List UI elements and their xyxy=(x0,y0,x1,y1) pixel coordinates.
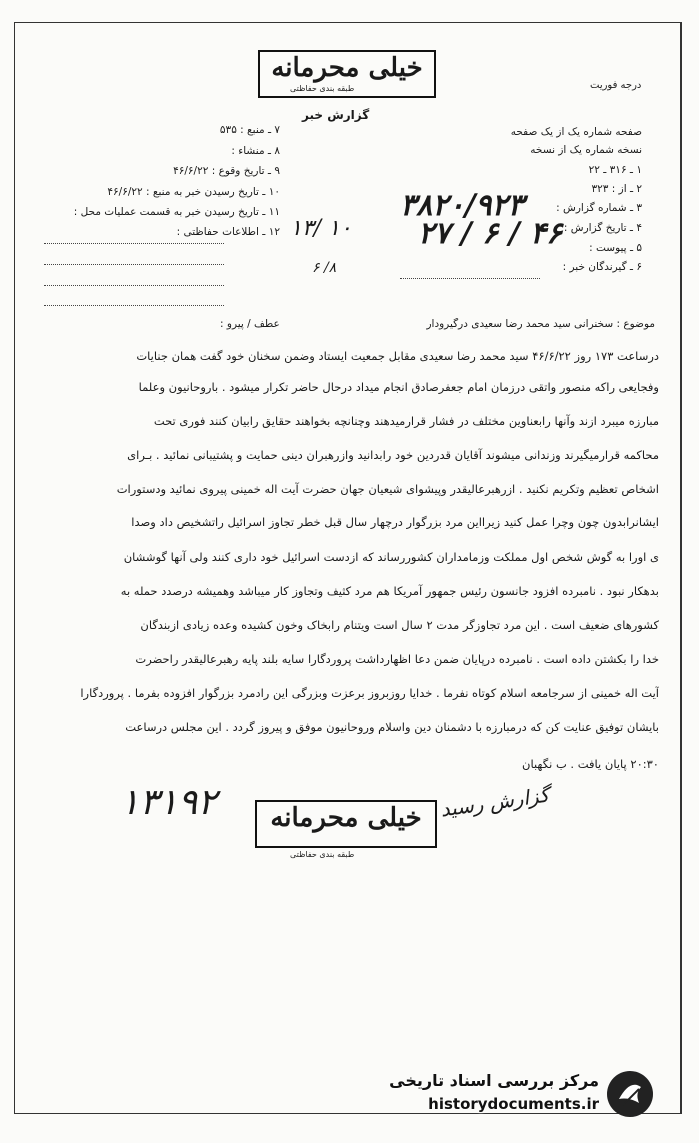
body-line: ۲۰:۳۰ پایان یافت . ب نگهبان xyxy=(522,757,659,771)
classification-stamp-bottom xyxy=(255,800,437,848)
handwritten-archive-number: ۱۳۱۹۲ xyxy=(120,782,217,823)
handwritten-signature: گزارش رسید xyxy=(438,782,551,822)
handwritten-note-left: ۱۳/ ۱۰ xyxy=(290,216,352,241)
stamp-sub-text: طبقه بندی حفاظتی xyxy=(290,850,355,859)
left-field-received-ops: ۱۱ ـ تاریخ رسیدن خبر به قسمت عملیات محل : xyxy=(73,206,280,218)
left-field-event-date: ۹ ـ تاریخ وقوع : ۴۶/۶/۲۲ xyxy=(173,165,280,177)
dotted-line xyxy=(44,264,224,265)
right-field-report-date: ۴ ـ تاریخ گزارش : xyxy=(563,222,642,234)
handwritten-report-number: ۳۸۲۰/۹۲۳ xyxy=(400,188,524,223)
handwritten-report-date: ۲۷ / ۶ / ۴۶ xyxy=(418,216,563,251)
body-line: خدا را بکشتن داده است . نامبرده درپایان ضمن دعا اظهارداشت پروردگارا سایه بلند پایه رهبرعالیقدر راحضرت xyxy=(135,652,659,666)
archive-logo-icon xyxy=(605,1069,655,1119)
right-field-1: ۱ ـ ۳۱۶ ـ ۲۲ xyxy=(588,164,642,176)
dotted-line xyxy=(400,278,540,279)
body-line: محاکمه قرارمیگیرند وزندانی میشوند آقایان قدردین خود رابدانید وازرهبران دینی حمایت و پشتیبانی نمائید . بـرای xyxy=(127,448,659,462)
dotted-line xyxy=(44,243,224,244)
subject-line: موضوع : سخنرانی سید محمد رضا سعیدی درگیرودار xyxy=(426,318,655,330)
body-line: ایشانرابدون چون وچرا عمل کنید زیرااین مرد بزرگوار درچهار سال قبل خطر تجاوز اسرائیل راتشخیص داد وصدا xyxy=(131,515,659,529)
right-field-page-number: صفحه شماره یک از یک صفحه xyxy=(510,126,642,138)
body-line: مبارزه میبرد ازند وآنها رابعناوین مختلف در فشار قرارمیدهند وچنانچه بخواهند حقایق رابیان کنند فوری تحت xyxy=(153,414,659,428)
body-line: درساعت ۱۷۳ روز ۴۶/۶/۲۲ سید محمد رضا سعیدی مقابل جمعیت ایستاد وضمن سخنان خود گفت همان جنایات xyxy=(136,349,659,363)
right-field-copy-number: نسخه شماره یک از نسخه xyxy=(530,144,642,156)
right-field-recipients: ۶ ـ گیرندگان خبر : xyxy=(562,261,642,273)
stamp-sub-text: طبقه بندی حفاظتی xyxy=(290,84,355,93)
watermark-url: historydocuments.ir xyxy=(428,1095,599,1113)
dotted-line xyxy=(44,305,224,306)
watermark-title: مرکز بررسی اسناد تاریخی xyxy=(389,1071,599,1090)
right-field-from: ۲ ـ از : ۳۲۳ xyxy=(591,183,642,195)
left-field-received-source: ۱۰ ـ تاریخ رسیدن خبر به منبع : ۴۶/۶/۲۲ xyxy=(107,186,280,198)
left-field-origin: ۸ ـ منشاء : xyxy=(231,145,280,157)
left-field-security-info: ۱۲ ـ اطلاعات حفاظتی : xyxy=(176,226,280,238)
watermark xyxy=(389,1067,655,1123)
stamp-main-text: خیلی محرمانه xyxy=(271,53,423,83)
left-field-source: ۷ ـ منبع : ۵۳۵ xyxy=(219,124,280,136)
stamp-main-text: خیلی محرمانه xyxy=(270,803,422,833)
body-line: آیت اله خمینی از سرجامعه اسلام کوتاه نفرما . خدایا روزبروز برعزت وبزرگی این رادمرد بزرگوار افزوده بفرما . پروردگارا xyxy=(80,686,659,700)
body-line: ی اورا به گوش شخص اول مملکت وزمامداران کشوررساند که ازدست اسرائیل خود داری کنند ولی آنها گوششان xyxy=(123,550,659,564)
body-line: وفجایعی راکه منصور واتقی درزمان امام جعفرصادق انجام میداد درحال حاضر تکرار میشود . باروحانیون وعلما xyxy=(138,380,659,394)
right-field-report-number: ۳ ـ شماره گزارش : xyxy=(556,202,642,214)
priority-label: درجه فوریت xyxy=(590,80,642,91)
body-line: کشورهای ضعیف است . این مرد تجاوزگر مدت ۲ سال است ویتنام رابخاک وخون کشیده وعده زیادی ازبندگان xyxy=(140,618,659,632)
body-line: بایشان توفیق عنایت کن که درمبارزه با دشمنان دین واسلام وروحانیون موفق و پیروز گردد . این مجلس درساعت xyxy=(125,720,659,734)
handwritten-note-small: ۶ /۸ xyxy=(312,260,337,276)
dotted-line xyxy=(44,285,224,286)
right-field-attachment: ۵ ـ پیوست : xyxy=(589,242,642,254)
body-line: بدهکار نبود . نامبرده افزود جانسون رئیس جمهور آمریکا هم مرد کثیف وتجاوز کار میباشد وهمیشه درصدد حمله به xyxy=(120,584,659,598)
report-type-title: گزارش خبر xyxy=(302,108,370,122)
reference-line: عطف / پیرو : xyxy=(220,318,280,330)
body-line: اشخاص تعظیم وتکریم نکنید . ازرهبرعالیقدر وپیشوای شیعیان جهان حضرت آیت اله خمینی پیروی نمائید ودستورات xyxy=(116,482,659,496)
